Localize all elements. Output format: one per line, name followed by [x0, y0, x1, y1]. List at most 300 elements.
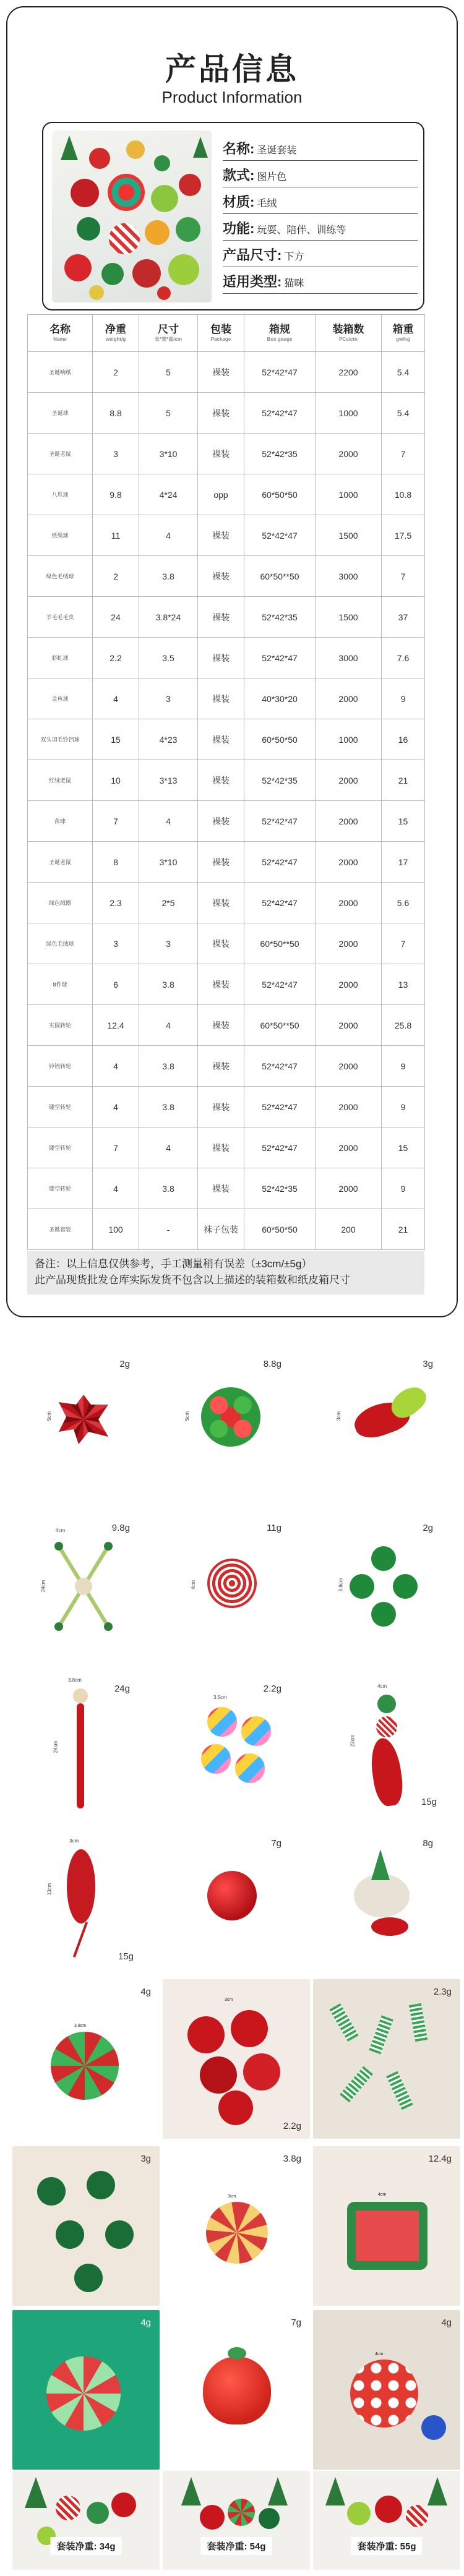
summary-row-material: 材质: 毛绒 — [223, 187, 418, 214]
product-card-christmas-mouse-2 — [316, 1825, 452, 1973]
spec-table-cell: 4 — [93, 1046, 139, 1087]
spec-table-cell: 60*50**50 — [244, 556, 316, 597]
spec-table-row — [28, 1005, 425, 1046]
spec-table-cell: 52*42*47 — [244, 1046, 316, 1087]
product-card-octopus-ball — [12, 1509, 148, 1658]
spec-table-cell: - — [139, 1209, 198, 1250]
spec-table-cell: 裸装 — [198, 515, 244, 556]
spring-image — [409, 2003, 427, 2042]
spec-table-cell: 5 — [139, 393, 198, 434]
set-weight-tag: 套装净重: 54g — [200, 2537, 272, 2555]
spec-table-cell: 3 — [93, 434, 139, 474]
weight-label: 8g — [423, 1838, 433, 1849]
spec-table-cell: 25.8 — [382, 1005, 425, 1046]
weight-label: 2.3g — [433, 1987, 452, 1997]
col-name: 名称 Name — [28, 315, 93, 352]
spec-table-row — [28, 964, 425, 1005]
dimension-label: 24cm — [40, 1580, 46, 1593]
dimension-label: 3.8cm — [74, 2024, 87, 2028]
spec-table-cell: 12.4 — [93, 1005, 139, 1046]
strawberry-ball-image — [203, 2356, 271, 2424]
tree-image — [268, 2477, 288, 2505]
red-pompom-image — [200, 2056, 237, 2094]
product-card-christmas-mouse — [316, 1345, 452, 1494]
spec-table-cell: 4 — [93, 678, 139, 719]
dimension-label: 5cm — [46, 1411, 53, 1421]
spec-table-row — [28, 678, 425, 719]
spec-table-cell: 彩虹球 — [28, 638, 93, 678]
spec-table-cell: 4 — [93, 1087, 139, 1128]
spec-table-cell: 3*10 — [139, 434, 198, 474]
green-ball-image — [393, 1574, 418, 1599]
ball-image — [375, 2496, 402, 2523]
spec-table-cell: 袜子包装 — [198, 1209, 244, 1250]
dimension-label: 4cm — [377, 1684, 387, 1689]
octopus-rope-image — [46, 1534, 121, 1639]
spec-table-cell: 52*42*47 — [244, 964, 316, 1005]
spec-table-cell: 1000 — [316, 393, 382, 434]
spec-table-cell: 圣诞响纸 — [28, 352, 93, 393]
spec-table-cell: 200 — [316, 1209, 382, 1250]
ball-image — [56, 2496, 80, 2520]
spec-table-cell: 金鱼球 — [28, 678, 93, 719]
spec-table-cell: 裸装 — [198, 393, 244, 434]
spec-table-cell: 2000 — [316, 964, 382, 1005]
weight-label: 24g — [114, 1684, 130, 1694]
product-card-yarn-ball — [164, 1509, 300, 1658]
spec-table-row — [28, 1168, 425, 1209]
spec-table-row — [28, 434, 425, 474]
spec-table-row — [28, 1209, 425, 1250]
ball-image — [200, 2505, 225, 2530]
spec-table-cell: 7 — [382, 556, 425, 597]
photo-card-dot-ball — [313, 2310, 460, 2470]
spec-table-cell: 5.4 — [382, 393, 425, 434]
spec-table-cell: 裸装 — [198, 638, 244, 678]
spec-table-cell: 4 — [139, 1128, 198, 1168]
spec-table-cell: 2000 — [316, 434, 382, 474]
product-card-caterpillar — [12, 1670, 148, 1818]
spec-table-row — [28, 638, 425, 678]
spec-table-cell: 3*13 — [139, 760, 198, 801]
spec-table-cell: 17 — [382, 842, 425, 883]
dimension-label: 3cm — [69, 1838, 79, 1844]
product-card-christmas-crinkle — [12, 1345, 148, 1494]
photo-card-green-plush — [12, 2146, 160, 2306]
spec-table-cell: 3.8 — [139, 1168, 198, 1209]
weight-label: 3g — [423, 1359, 433, 1369]
spec-table-cell: 52*42*35 — [244, 597, 316, 638]
spec-table-cell: 3 — [139, 923, 198, 964]
weight-label: 9.8g — [111, 1523, 130, 1533]
spec-table-cell: 裸装 — [198, 923, 244, 964]
crinkle-ball-image — [59, 1395, 108, 1444]
spec-table-cell: 5 — [139, 352, 198, 393]
spec-table-row — [28, 515, 425, 556]
spec-table-row — [28, 474, 425, 515]
spec-table-cell: 裸装 — [198, 1005, 244, 1046]
spec-table-row — [28, 842, 425, 883]
dot-ball-image — [350, 2360, 418, 2428]
spec-table-cell: 8.8 — [93, 393, 139, 434]
weight-label: 2g — [119, 1359, 130, 1369]
weight-label: 7g — [291, 2317, 301, 2328]
wheel-toy-image — [347, 2202, 427, 2270]
spec-table-row — [28, 597, 425, 638]
spec-table-cell: 8 — [93, 842, 139, 883]
spec-table-cell: 2000 — [316, 678, 382, 719]
spec-table-cell: 9 — [382, 1046, 425, 1087]
summary-row-size: 产品尺寸: 下方 — [223, 241, 418, 267]
spec-table-cell: 100 — [93, 1209, 139, 1250]
col-pcs-ctn: 装箱数 PCs/ctn — [316, 315, 382, 352]
weight-label: 12.4g — [428, 2154, 452, 2164]
spec-table-cell: 52*42*35 — [244, 1168, 316, 1209]
spec-table-cell: 15 — [382, 1128, 425, 1168]
spec-table-cell: 镂空转轮 — [28, 1128, 93, 1168]
dimension-label: 23cm — [350, 1734, 356, 1747]
spec-table-cell: 7 — [93, 1128, 139, 1168]
spec-table — [27, 314, 425, 1250]
spec-table-cell: 纸绳球 — [28, 515, 93, 556]
dimension-label: 3.5cm — [213, 1695, 227, 1700]
spec-table-cell: 绿色绒圈 — [28, 883, 93, 923]
spec-table-cell: 9 — [382, 678, 425, 719]
spec-table-cell: 裸装 — [198, 597, 244, 638]
product-card-green-plush-balls — [316, 1509, 452, 1658]
spec-table-cell: 3.8 — [139, 1046, 198, 1087]
spec-table-cell: 8件球 — [28, 964, 93, 1005]
green-hat-image — [371, 1849, 390, 1880]
spec-table-cell: 40*30*20 — [244, 678, 316, 719]
spec-table-cell: 镂空转轮 — [28, 1087, 93, 1128]
spec-table-cell: 15 — [93, 719, 139, 760]
spec-table-cell: 4 — [139, 515, 198, 556]
spec-table-cell: 52*42*47 — [244, 1128, 316, 1168]
spec-table-cell: 7 — [382, 923, 425, 964]
photo-card-set-3 — [313, 2471, 460, 2570]
spec-table-cell: 52*42*35 — [244, 760, 316, 801]
hollow-ball-image — [51, 2032, 119, 2100]
weight-label: 15g — [118, 1951, 134, 1962]
pompom-ball-image — [201, 1387, 260, 1447]
dimension-label: 3.8cm — [338, 1578, 344, 1592]
spec-table-cell: 2000 — [316, 1168, 382, 1209]
photo-card-set-1 — [12, 2471, 160, 2570]
dimension-label: 3cm — [336, 1411, 342, 1421]
spec-table-cell: 52*42*47 — [244, 1087, 316, 1128]
spec-table-cell: 红绒老鼠 — [28, 760, 93, 801]
spec-table-row — [28, 760, 425, 801]
spec-table-cell: 9 — [382, 1168, 425, 1209]
weight-label: 15g — [421, 1797, 437, 1807]
dimension-label: 4cm — [378, 2193, 387, 2197]
col-package: 包装 Package — [198, 315, 244, 352]
spec-table-cell: 3.8 — [139, 1087, 198, 1128]
remark-line-2: 此产品现货批发仓库实际发货不包含以上描述的装箱数和纸皮箱尺寸 — [35, 1274, 350, 1286]
spec-table-cell: 2000 — [316, 1128, 382, 1168]
spec-table-row — [28, 1046, 425, 1087]
spec-table-cell: 裸装 — [198, 1128, 244, 1168]
white-mouse-image — [354, 1874, 410, 1917]
spec-table-cell: 裸装 — [198, 883, 244, 923]
spec-table-cell: 21 — [382, 1209, 425, 1250]
spec-table-cell: 2000 — [316, 1046, 382, 1087]
remark-line-1: 备注：以上信息仅供参考，手工测量稍有误差（±3cm/±5g） — [35, 1258, 312, 1270]
spec-table-row — [28, 923, 425, 964]
spec-table-cell: 圣诞球 — [28, 393, 93, 434]
weight-label: 2.2g — [263, 1684, 281, 1694]
bell-ball-image — [206, 2202, 268, 2264]
summary-row-style: 款式: 图片色 — [223, 161, 418, 187]
ball-image — [259, 2508, 280, 2529]
weight-label: 4g — [140, 2317, 151, 2328]
rainbow-ball-image — [235, 1753, 265, 1783]
photo-card-springs — [313, 1979, 460, 2139]
green-ball-image — [371, 1546, 396, 1571]
col-box-gauge: 箱规 Box gauge — [244, 315, 316, 352]
spec-table-cell: 裸装 — [198, 352, 244, 393]
col-weight: 净重 weight/g — [93, 315, 139, 352]
summary-row-type: 适用类型: 猫咪 — [223, 267, 418, 294]
spec-table-cell: 3000 — [316, 556, 382, 597]
green-pompom-image — [105, 2220, 134, 2249]
spec-table-cell: 3*10 — [139, 842, 198, 883]
hollow-ball-image — [46, 2356, 121, 2431]
green-pompom-image — [74, 2264, 103, 2292]
spec-table-cell: 1500 — [316, 597, 382, 638]
weight-label: 3g — [140, 2154, 151, 2164]
dimension-label: 5cm — [184, 1411, 191, 1421]
set-weight-tag: 套装净重: 34g — [50, 2537, 121, 2555]
product-card-red-plush-mouse — [12, 1825, 148, 1973]
weight-label: 3.8g — [283, 2154, 301, 2164]
photo-card-red-pompoms — [163, 1979, 310, 2139]
spec-table-cell: 2000 — [316, 801, 382, 842]
spec-table-cell: 52*42*47 — [244, 638, 316, 678]
green-pompom-image — [56, 2220, 84, 2249]
spec-table-cell: 3000 — [316, 638, 382, 678]
red-mouse-image — [67, 1849, 95, 1923]
spec-table-cell: 镂空转轮 — [28, 1168, 93, 1209]
spec-table-cell: 实圆转轮 — [28, 1005, 93, 1046]
tree-image — [427, 2477, 447, 2505]
remark-note — [27, 1251, 424, 1294]
spec-table-cell: 2000 — [316, 842, 382, 883]
spring-image — [369, 2015, 393, 2054]
dimension-label: 3.8cm — [68, 1677, 82, 1683]
spec-table-cell: 9 — [382, 1087, 425, 1128]
leaf-image — [228, 2347, 246, 2360]
spec-table-cell: 11 — [93, 515, 139, 556]
red-pompom-image — [218, 2090, 253, 2125]
spec-table-row — [28, 352, 425, 393]
product-summary — [42, 122, 424, 310]
spec-table-cell: 2.3 — [93, 883, 139, 923]
green-pompom-image — [37, 2177, 66, 2206]
spec-table-cell: 2000 — [316, 883, 382, 923]
photo-card-set-2 — [163, 2471, 310, 2570]
ball-image — [406, 2505, 428, 2527]
red-feather-image — [368, 1736, 406, 1807]
spec-table-row — [28, 393, 425, 434]
spec-table-cell: 3.8*24 — [139, 597, 198, 638]
summary-rows — [223, 134, 418, 294]
spec-table-cell: 16 — [382, 719, 425, 760]
spec-table-body — [28, 352, 425, 1250]
spec-table-cell: 3.8 — [139, 556, 198, 597]
spec-table-cell: 裸装 — [198, 1046, 244, 1087]
rainbow-ball-image — [201, 1744, 231, 1774]
spec-table-cell: 52*42*47 — [244, 393, 316, 434]
col-box-weight: 箱重 gw/kg — [382, 315, 425, 352]
product-card-pompom-ball — [164, 1345, 300, 1494]
weight-label: 8.8g — [263, 1359, 281, 1369]
spring-image — [386, 2071, 413, 2110]
spec-table-cell: 2000 — [316, 1087, 382, 1128]
green-pompom-image — [87, 2171, 115, 2199]
ball-image — [111, 2493, 136, 2517]
spec-table-row — [28, 883, 425, 923]
green-ball-image — [371, 1602, 396, 1627]
spec-table-header — [28, 315, 425, 352]
photo-card-hollow-ball — [12, 1979, 160, 2139]
page-title: 产品信息 — [165, 52, 299, 87]
spec-table-cell: 2000 — [316, 760, 382, 801]
red-ball-image — [207, 1871, 257, 1920]
product-card-rainbow-balls — [164, 1670, 300, 1818]
spec-table-cell: 60*50*50 — [244, 474, 316, 515]
spec-table-cell: 2000 — [316, 923, 382, 964]
spec-table-cell: 3 — [139, 678, 198, 719]
photo-card-strawberry-ball — [163, 2310, 310, 2470]
spring-image — [329, 2003, 358, 2042]
ball-image — [347, 2502, 371, 2525]
spec-table-cell: 圣诞老鼠 — [28, 842, 93, 883]
red-pompom-image — [231, 2010, 268, 2047]
spec-table-cell: 绿色毛绒球 — [28, 556, 93, 597]
weight-label: 7g — [271, 1838, 281, 1849]
spec-table-cell: 52*42*47 — [244, 352, 316, 393]
rainbow-ball-image — [207, 1707, 237, 1737]
summary-row-function: 功能: 玩耍、陪伴、训练等 — [223, 214, 418, 241]
spec-table-cell: 4 — [93, 1168, 139, 1209]
spec-table-cell: 羊毛毛毛虫 — [28, 597, 93, 638]
green-ball-image — [350, 1574, 374, 1599]
weight-label: 4g — [140, 1987, 151, 1997]
spec-table-cell: 2200 — [316, 352, 382, 393]
spec-table-cell: 52*42*47 — [244, 515, 316, 556]
spec-table-cell: 3.5 — [139, 638, 198, 678]
spec-table-cell: 圣诞套装 — [28, 1209, 93, 1250]
dimension-label: 3cm — [228, 2194, 236, 2199]
spec-table-cell: 1500 — [316, 515, 382, 556]
spec-table-row — [28, 1087, 425, 1128]
spec-table-cell: 4 — [139, 801, 198, 842]
spec-table-row — [28, 1128, 425, 1168]
summary-row-name: 名称: 圣诞套装 — [223, 134, 418, 161]
ball-image — [228, 2499, 255, 2526]
spec-table-cell: 1000 — [316, 719, 382, 760]
spec-table-cell: 13 — [382, 964, 425, 1005]
weight-label: 2g — [423, 1523, 433, 1533]
spec-table-cell: 2000 — [316, 1005, 382, 1046]
spec-table-cell: 52*42*47 — [244, 883, 316, 923]
photo-card-wheel — [313, 2146, 460, 2306]
dimension-label: 4cm — [191, 1580, 197, 1590]
spec-table-cell: 7 — [93, 801, 139, 842]
spec-table-cell: 裸装 — [198, 964, 244, 1005]
spec-table-cell: 52*42*47 — [244, 801, 316, 842]
blue-ball-image — [421, 2415, 446, 2440]
spec-table-cell: 9.8 — [93, 474, 139, 515]
caterpillar-body-image — [77, 1703, 84, 1808]
red-ribbon-image — [371, 1917, 408, 1936]
spec-table-cell: 裸装 — [198, 1168, 244, 1209]
weight-label: 11g — [267, 1523, 281, 1533]
spring-image — [340, 2066, 373, 2103]
red-pompom-image — [243, 2053, 280, 2090]
spec-table-cell: 60*50*50 — [244, 719, 316, 760]
spec-table-cell: 5.6 — [382, 883, 425, 923]
spec-table-cell: 裸装 — [198, 678, 244, 719]
spec-table-cell: 绿色毛绒球 — [28, 923, 93, 964]
ball-image — [87, 2502, 109, 2524]
spec-table-cell: 裸装 — [198, 842, 244, 883]
dimension-label: 3cm — [225, 1998, 233, 2002]
tree-image — [325, 2477, 345, 2505]
spec-table-cell: 八爪球 — [28, 474, 93, 515]
set-weight-tag: 套装净重: 55g — [351, 2537, 422, 2555]
spec-table-cell: 6 — [93, 964, 139, 1005]
dimension-label: 24cm — [53, 1740, 59, 1753]
spec-table-cell: 37 — [382, 597, 425, 638]
spec-table-cell: 60*50**50 — [244, 1005, 316, 1046]
spec-table-cell: 2.2 — [93, 638, 139, 678]
spec-table-cell: 4*24 — [139, 474, 198, 515]
dimension-label: 4cm — [375, 2352, 384, 2356]
spec-table-cell: 圣诞老鼠 — [28, 434, 93, 474]
tree-image — [181, 2477, 201, 2505]
spec-table-cell: 裸装 — [198, 719, 244, 760]
spec-table-cell: 10.8 — [382, 474, 425, 515]
spec-table-cell: 7 — [382, 434, 425, 474]
spec-table-cell: 60*50*50 — [244, 1209, 316, 1250]
spec-table-cell: 4 — [139, 1005, 198, 1046]
spec-table-cell: 5.4 — [382, 352, 425, 393]
red-white-ball-image — [207, 1559, 257, 1608]
spec-table-cell: 60*50**50 — [244, 923, 316, 964]
spec-table-cell: 1000 — [316, 474, 382, 515]
spec-table-cell: 裸装 — [198, 434, 244, 474]
product-card-feather-bell — [316, 1670, 452, 1818]
spec-table-cell: 4*23 — [139, 719, 198, 760]
weight-label: 2.2g — [283, 2121, 301, 2131]
spec-table-cell: opp — [198, 474, 244, 515]
red-pompom-image — [187, 2016, 225, 2053]
spec-table-cell: 21 — [382, 760, 425, 801]
spec-table-cell: 3.8 — [139, 964, 198, 1005]
mouse-tail-image — [73, 1922, 88, 1958]
spec-table-row — [28, 801, 425, 842]
caterpillar-head-image — [73, 1688, 88, 1703]
christmas-set-photo — [52, 131, 212, 302]
photo-card-hollow-ball-green — [12, 2310, 160, 2470]
spec-table-cell: 15 — [382, 801, 425, 842]
spec-table-cell: 裸装 — [198, 760, 244, 801]
spec-table-cell: 2*5 — [139, 883, 198, 923]
spec-table-cell: 7.6 — [382, 638, 425, 678]
